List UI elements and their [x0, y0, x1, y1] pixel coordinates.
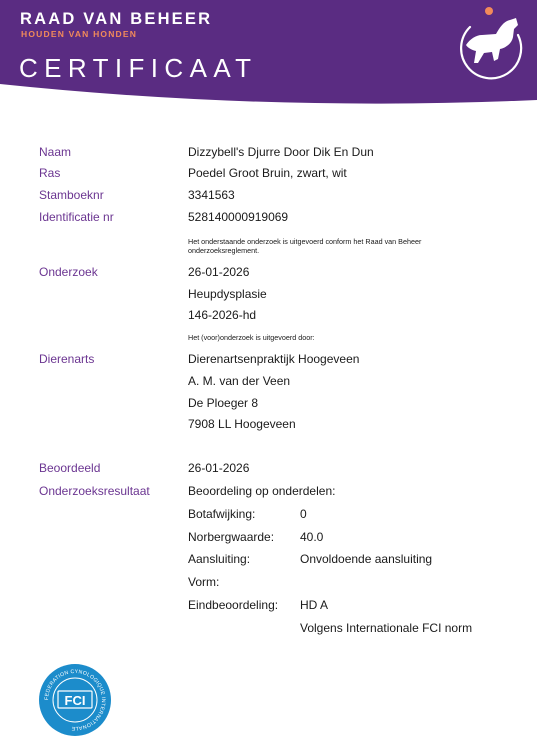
dog-name: Dizzybell's Djurre Door Dik En Dun — [188, 145, 374, 159]
result-item-label: Botafwijking: — [188, 507, 256, 521]
dog-logo-icon — [456, 5, 528, 81]
vet-city: 7908 LL Hoogeveen — [188, 417, 296, 431]
org-subtitle: HOUDEN VAN HONDEN — [21, 29, 138, 39]
result-item-label: Norbergwaarde: — [188, 530, 275, 544]
vet-street: De Ploeger 8 — [188, 396, 259, 410]
org-name: RAAD VAN BEHEER — [20, 10, 213, 28]
fci-norm-note: Volgens Internationale FCI norm — [300, 621, 473, 635]
result-label: Onderzoeksresultaat — [39, 484, 150, 498]
judged-label: Beoordeeld — [39, 461, 101, 475]
exam-type: Heupdysplasie — [188, 287, 267, 301]
vet-name: A. M. van der Veen — [188, 374, 291, 388]
seal-ring-text: FEDERATION CYNOLOGIQUE INTERNATIONALE — [43, 668, 107, 732]
exam-note — [188, 237, 488, 255]
vet-practice: Dierenartsenpraktijk Hoogeveen — [188, 352, 360, 366]
studbook-label: Stamboeknr — [39, 188, 104, 202]
result-item-label: Aansluiting: — [188, 552, 251, 566]
exam-note-line-2: onderzoeksreglement. — [188, 246, 260, 255]
certificate-header — [0, 0, 537, 110]
final-grade: HD A — [300, 598, 329, 612]
seal-text: FCI — [64, 693, 86, 708]
result-item-label: Eindbeoordeling: — [188, 598, 279, 612]
vet-label: Dierenarts — [39, 352, 95, 366]
exam-note-line-1: Het onderstaande onderzoek is uitgevoerd conform het Raad van Beheer — [188, 237, 422, 246]
vet-note: Het (voor)onderzoek is uitgevoerd door: — [188, 333, 315, 342]
studbook-number: 3341563 — [188, 188, 235, 202]
judged-date: 26-01-2026 — [188, 461, 250, 475]
dog-breed: Poedel Groot Bruin, zwart, wit — [188, 166, 347, 180]
result-item-label: Vorm: — [188, 575, 220, 589]
certificate-title: CERTIFICAAT — [19, 53, 258, 83]
result-heading: Beoordeling op onderdelen: — [188, 484, 336, 498]
result-item-value: 0 — [300, 507, 307, 521]
result-item-value: Onvoldoende aansluiting — [300, 552, 433, 566]
exam-number: 146-2026-hd — [188, 308, 257, 322]
result-item-value: 40.0 — [300, 530, 324, 544]
exam-date: 26-01-2026 — [188, 265, 250, 279]
identification-label: Identificatie nr — [39, 210, 114, 224]
exam-label: Onderzoek — [39, 265, 98, 279]
identification-number: 528140000919069 — [188, 210, 289, 224]
fci-seal-icon — [38, 663, 112, 737]
breed-label: Ras — [39, 166, 61, 180]
name-label: Naam — [39, 145, 72, 159]
